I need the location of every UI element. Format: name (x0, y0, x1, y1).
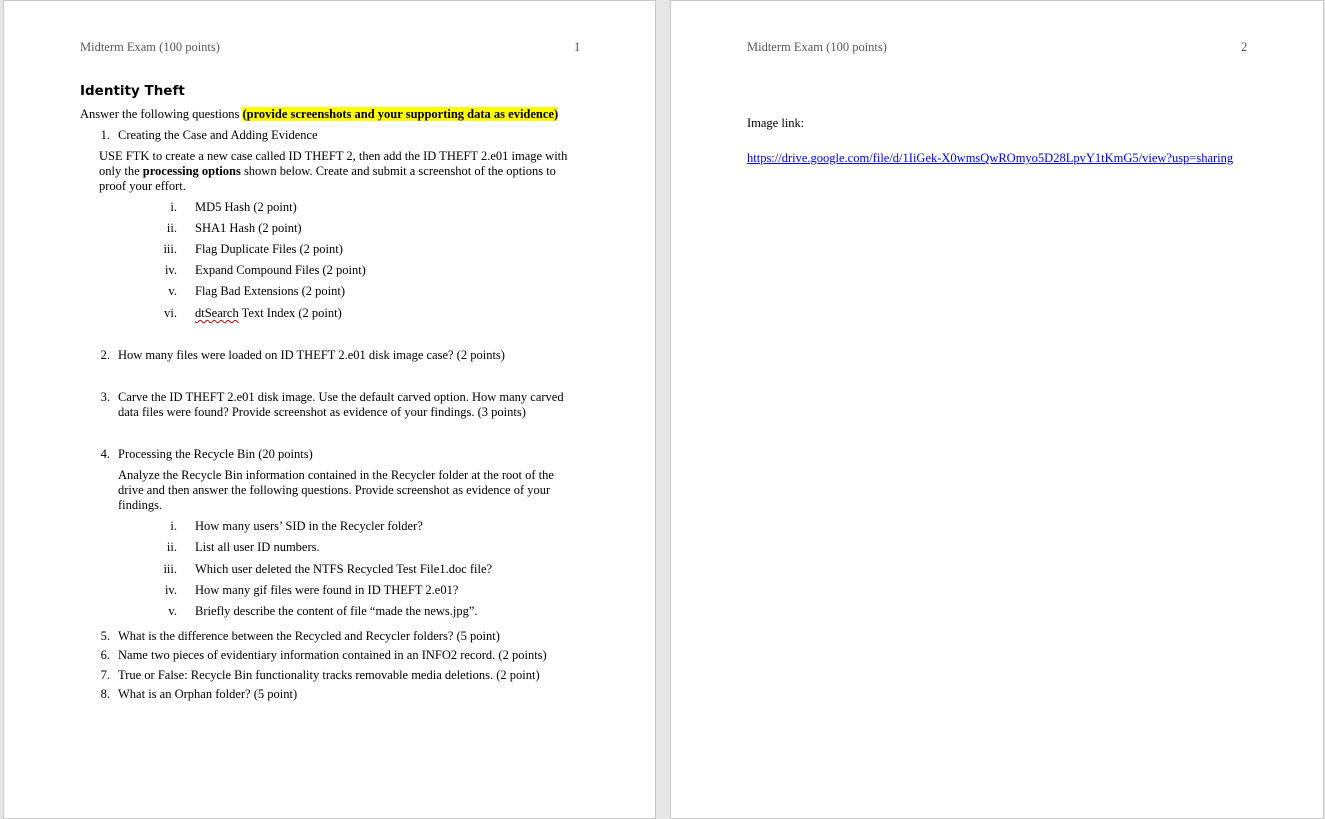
q1-item: Expand Compound Files (2 point) (195, 263, 366, 277)
q1-item-number: i. (170, 200, 177, 214)
question-1-number: 1. (100, 128, 110, 142)
q1-item-text: Text Index (2 point) (238, 306, 342, 320)
question-5-number: 5. (100, 629, 110, 643)
question-2-text: How many files were loaded on ID THEFT 2.e01 disk image case? (2 points) (118, 348, 505, 362)
question-2-number: 2. (100, 348, 110, 362)
image-link[interactable]: https://drive.google.com/file/d/1IiGek-X0wmsQwROmyo5D28LpvY1tKmG5/view?usp=sharing (747, 151, 1234, 165)
document-title: Identity Theft (80, 83, 185, 99)
question-3-line-2: data files were found? Provide screenshot as evidence of your findings. (3 points) (118, 405, 526, 419)
q1-item-number: iii. (163, 242, 177, 256)
q1-item-number: vi. (164, 306, 177, 320)
spellcheck-word[interactable]: dtSearch (195, 306, 239, 320)
q1-item: Flag Bad Extensions (2 point) (195, 284, 345, 298)
question-5-text: What is the difference between the Recycled and Recycler folders? (5 point) (118, 629, 500, 643)
q1-item: MD5 Hash (2 point) (195, 200, 297, 214)
q1-item: Flag Duplicate Files (2 point) (195, 242, 343, 256)
q4-item-number: iii. (163, 562, 177, 576)
question-4-line-2: drive and then answer the following questions. Provide screenshot as evidence of your (118, 483, 551, 497)
document-page-2 (670, 0, 1324, 819)
q4-item: How many users’ SID in the Recycler folder? (195, 519, 423, 533)
q1-item-number: v. (168, 284, 177, 298)
q1-body-text: USE FTK to create a new case called ID THEFT 2, then add the ID THEFT 2.e01 image with only the (99, 149, 568, 178)
document-page-1 (3, 0, 656, 819)
question-1-body (99, 149, 579, 194)
question-1-title: Creating the Case and Adding Evidence (118, 128, 318, 142)
question-4-line-3: findings. (118, 498, 163, 512)
question-6-text: Name two pieces of evidentiary information contained in an INFO2 record. (2 points) (118, 648, 547, 662)
q4-item-number: i. (170, 519, 177, 533)
intro-highlight: (provide screenshots and your supporting data as evidence) (242, 107, 559, 121)
q4-item-number: iv. (164, 583, 177, 597)
page-number: 1 (574, 40, 581, 54)
q1-item-number: iv. (164, 263, 177, 277)
q4-item: List all user ID numbers. (195, 540, 320, 554)
q1-item-number: ii. (166, 221, 177, 235)
page-header: Midterm Exam (100 points) (80, 40, 220, 54)
page-number: 2 (1241, 40, 1248, 54)
question-8-text: What is an Orphan folder? (5 point) (118, 687, 298, 701)
question-3-line-1: Carve the ID THEFT 2.e01 disk image. Use the default carved option. How many carved (118, 390, 564, 404)
question-7-text: True or False: Recycle Bin functionality tracks removable media deletions. (2 point) (118, 668, 540, 682)
image-link-label: Image link: (747, 116, 805, 130)
question-6-number: 6. (100, 648, 110, 662)
question-7-number: 7. (100, 668, 110, 682)
q4-item: Which user deleted the NTFS Recycled Test File1.doc file? (195, 562, 493, 576)
q1-body-bold: processing options (142, 164, 241, 178)
intro-text: Answer the following questions (80, 107, 243, 121)
q4-item-number: v. (168, 604, 177, 618)
q4-item: How many gif files were found in ID THEFT 2.e01? (195, 583, 459, 597)
question-4-number: 4. (100, 447, 110, 461)
q1-item: SHA1 Hash (2 point) (195, 221, 302, 235)
q4-item: Briefly describe the content of file “made the news.jpg”. (195, 604, 478, 618)
q4-item-number: ii. (166, 540, 177, 554)
question-4-title: Processing the Recycle Bin (20 points) (118, 447, 313, 461)
intro-line (80, 107, 558, 122)
q1-item (195, 306, 342, 321)
question-3-number: 3. (100, 390, 110, 404)
q1-body-text-2: shown below. Create and submit a screenshot of the options to proof your effort. (99, 164, 556, 193)
question-4-line-1: Analyze the Recycle Bin information contained in the Recycler folder at the root of the (118, 468, 554, 482)
question-8-number: 8. (100, 687, 110, 701)
page-header: Midterm Exam (100 points) (747, 40, 887, 54)
